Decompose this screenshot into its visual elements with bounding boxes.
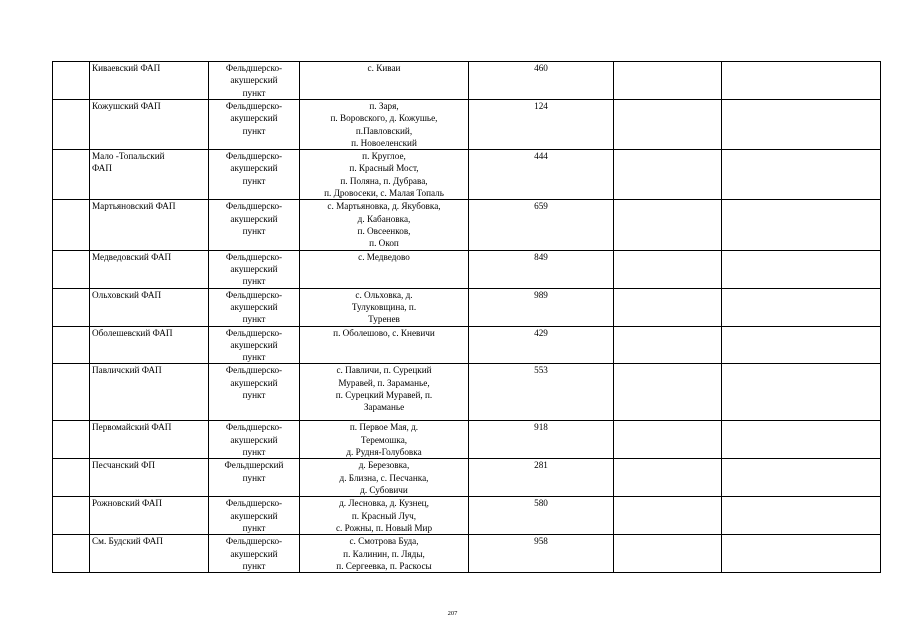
- facility-type-cell: [209, 100, 300, 150]
- table-row: [53, 288, 881, 326]
- facility-name-cell: [90, 497, 209, 535]
- empty-cell: [614, 250, 722, 288]
- facility-type-cell-text: Фельдшерский пункт: [224, 460, 284, 483]
- empty-cell: [614, 459, 722, 497]
- facility-name-cell-text: Рожновский ФАП: [92, 498, 163, 509]
- settlements-cell: [300, 535, 469, 573]
- empty-cell: [614, 288, 722, 326]
- empty-cell: [722, 200, 881, 250]
- settlements-cell-text: п. Заря, п. Воровского, д. Кожушье, п.Павловский, п. Новоеленский: [330, 101, 438, 148]
- population-cell-text: 429: [534, 327, 548, 338]
- facility-name-cell-text: Оболешевский ФАП: [92, 327, 173, 338]
- empty-cell: [53, 200, 90, 250]
- settlements-cell-text: с. Мартьяновка, д. Якубовка, д. Кабановка, п. Овсеенков, п. Окоп: [327, 201, 441, 249]
- population-cell: [469, 364, 614, 421]
- settlements-cell-text: с. Смотрова Буда, п. Калинин, п. Ляды, п. Сергеевка, п. Раскосы: [336, 536, 432, 571]
- facility-type-cell: [209, 250, 300, 288]
- facility-type-cell: [209, 497, 300, 535]
- population-cell-text: 124: [534, 101, 548, 111]
- empty-cell: [53, 459, 90, 497]
- facility-type-cell-text: Фельдшерско- акушерский пункт: [225, 289, 283, 325]
- facility-type-cell: [209, 459, 300, 497]
- population-cell: [469, 62, 614, 100]
- empty-cell: [53, 497, 90, 535]
- facility-type-cell: [209, 421, 300, 459]
- population-cell-text: 444: [534, 151, 548, 162]
- facility-name-cell-text: Медведовский ФАП: [92, 251, 172, 262]
- settlements-cell-text: с. Киваи: [367, 63, 401, 73]
- settlements-cell: [300, 364, 469, 421]
- empty-cell: [614, 200, 722, 250]
- facility-name-cell: [90, 150, 209, 200]
- settlements-cell: [300, 497, 469, 535]
- population-cell: [469, 326, 614, 364]
- facility-type-cell: [209, 326, 300, 364]
- empty-cell: [722, 288, 881, 326]
- facility-type-cell-text: Фельдшерско- акушерский пункт: [225, 327, 283, 363]
- table-row: [53, 535, 881, 573]
- table-row: [53, 459, 881, 497]
- empty-cell: [53, 250, 90, 288]
- population-cell: [469, 421, 614, 459]
- facility-type-cell-text: Фельдшерско- акушерский пункт: [225, 63, 283, 98]
- settlements-cell: [300, 250, 469, 288]
- facility-name-cell-text: Первомайский ФАП: [92, 422, 172, 433]
- facility-type-cell: [209, 62, 300, 100]
- empty-cell: [722, 150, 881, 200]
- settlements-cell-text: п. Круглое, п. Красный Мост, п. Поляна, п. Дубрава, п. Дровосеки, с. Малая Топаль: [324, 151, 444, 199]
- population-cell: [469, 497, 614, 535]
- facility-type-cell-text: Фельдшерско- акушерский пункт: [225, 251, 283, 287]
- empty-cell: [614, 497, 722, 535]
- population-cell-text: 659: [534, 201, 548, 212]
- empty-cell: [53, 288, 90, 326]
- empty-cell: [53, 100, 90, 150]
- facility-name-cell-text: Павличский ФАП: [92, 365, 162, 376]
- empty-cell: [614, 326, 722, 364]
- facility-name-cell: [90, 100, 209, 150]
- empty-cell: [53, 62, 90, 100]
- facility-name-cell-text: См. Будский ФАП: [92, 536, 163, 547]
- facility-name-cell: [90, 326, 209, 364]
- empty-cell: [614, 535, 722, 573]
- empty-cell: [53, 364, 90, 421]
- facility-type-cell-text: Фельдшерско- акушерский пункт: [225, 365, 283, 401]
- facility-type-cell: [209, 150, 300, 200]
- population-cell: [469, 250, 614, 288]
- facility-name-cell: [90, 62, 209, 100]
- settlements-cell: [300, 200, 469, 250]
- facility-name-cell-text: Кожушский ФАП: [92, 101, 161, 111]
- settlements-cell-text: д. Березовка, д. Близна, с. Песчанка, д. Субовичи: [339, 460, 429, 496]
- empty-cell: [722, 535, 881, 573]
- empty-cell: [722, 459, 881, 497]
- table-row: [53, 100, 881, 150]
- facility-name-cell-text: Мало -Топальский ФАП: [92, 151, 165, 174]
- empty-cell: [722, 100, 881, 150]
- empty-cell: [722, 421, 881, 459]
- population-cell: [469, 100, 614, 150]
- facility-type-cell: [209, 364, 300, 421]
- empty-cell: [614, 62, 722, 100]
- population-cell-text: 553: [534, 365, 548, 376]
- facility-name-cell-text: Мартьяновский ФАП: [92, 201, 176, 212]
- facility-type-cell-text: Фельдшерско- акушерский пункт: [225, 422, 283, 458]
- settlements-cell-text: с. Медведово: [358, 251, 410, 262]
- table-row: [53, 326, 881, 364]
- facility-type-cell: [209, 535, 300, 573]
- settlements-cell: [300, 459, 469, 497]
- facility-type-cell: [209, 288, 300, 326]
- facility-name-cell: [90, 421, 209, 459]
- facility-name-cell: [90, 200, 209, 250]
- population-cell: [469, 459, 614, 497]
- facilities-table-body: [53, 62, 881, 573]
- facility-name-cell: [90, 459, 209, 497]
- settlements-cell: [300, 421, 469, 459]
- facility-type-cell-text: Фельдшерско- акушерский пункт: [225, 201, 283, 236]
- settlements-cell-text: с. Павличи, п. Сурецкий Муравей, п. Зараманье, п. Сурецкий Муравей, п. Зараманье: [335, 365, 433, 413]
- table-row: [53, 364, 881, 421]
- facility-type-cell-text: Фельдшерско- акушерский пункт: [225, 536, 283, 571]
- empty-cell: [722, 497, 881, 535]
- facility-type-cell-text: Фельдшерско- акушерский пункт: [225, 498, 283, 533]
- empty-cell: [722, 62, 881, 100]
- settlements-cell-text: п. Оболешово, с. Кневичи: [333, 327, 435, 338]
- facility-name-cell: [90, 288, 209, 326]
- empty-cell: [722, 326, 881, 364]
- population-cell-text: 281: [534, 460, 548, 471]
- table-row: [53, 250, 881, 288]
- population-cell-text: 989: [534, 289, 548, 300]
- facility-type-cell-text: Фельдшерско- акушерский пункт: [225, 151, 283, 186]
- page-number: 207: [447, 610, 458, 617]
- population-cell-text: 460: [534, 63, 548, 73]
- population-cell: [469, 200, 614, 250]
- settlements-cell: [300, 326, 469, 364]
- empty-cell: [53, 535, 90, 573]
- settlements-cell-text: д. Лесновка, д. Кузнец, п. Красный Луч, с. Рожны, п. Новый Мир: [335, 498, 433, 533]
- population-cell: [469, 150, 614, 200]
- empty-cell: [614, 100, 722, 150]
- table-row: [53, 200, 881, 250]
- table-row: [53, 497, 881, 535]
- settlements-cell: [300, 100, 469, 150]
- settlements-cell-text: п. Первое Мая, д. Теремошка, д. Рудня-Голубовка: [346, 422, 422, 458]
- facility-name-cell-text: Песчанский ФП: [92, 460, 156, 471]
- population-cell-text: 958: [534, 536, 548, 547]
- empty-cell: [614, 421, 722, 459]
- population-cell-text: 580: [534, 498, 548, 509]
- facility-name-cell: [90, 535, 209, 573]
- empty-cell: [53, 421, 90, 459]
- facility-name-cell-text: Киваевский ФАП: [92, 63, 161, 73]
- empty-cell: [53, 326, 90, 364]
- empty-cell: [722, 250, 881, 288]
- population-cell: [469, 288, 614, 326]
- empty-cell: [614, 364, 722, 421]
- settlements-cell-text: с. Ольховка, д. Тулуковщина, п. Туренев: [351, 289, 417, 325]
- table-row: [53, 150, 881, 200]
- facility-name-cell: [90, 250, 209, 288]
- facility-name-cell-text: Ольховский ФАП: [92, 289, 162, 300]
- facility-type-cell-text: Фельдшерско- акушерский пункт: [225, 101, 283, 136]
- settlements-cell: [300, 288, 469, 326]
- empty-cell: [722, 364, 881, 421]
- table-row: [53, 421, 881, 459]
- empty-cell: [614, 150, 722, 200]
- population-cell-text: 849: [534, 251, 548, 262]
- population-cell: [469, 535, 614, 573]
- facilities-table: [52, 61, 881, 573]
- settlements-cell: [300, 62, 469, 100]
- table-row: [53, 62, 881, 100]
- facility-name-cell: [90, 364, 209, 421]
- empty-cell: [53, 150, 90, 200]
- population-cell-text: 918: [534, 422, 548, 433]
- facility-type-cell: [209, 200, 300, 250]
- settlements-cell: [300, 150, 469, 200]
